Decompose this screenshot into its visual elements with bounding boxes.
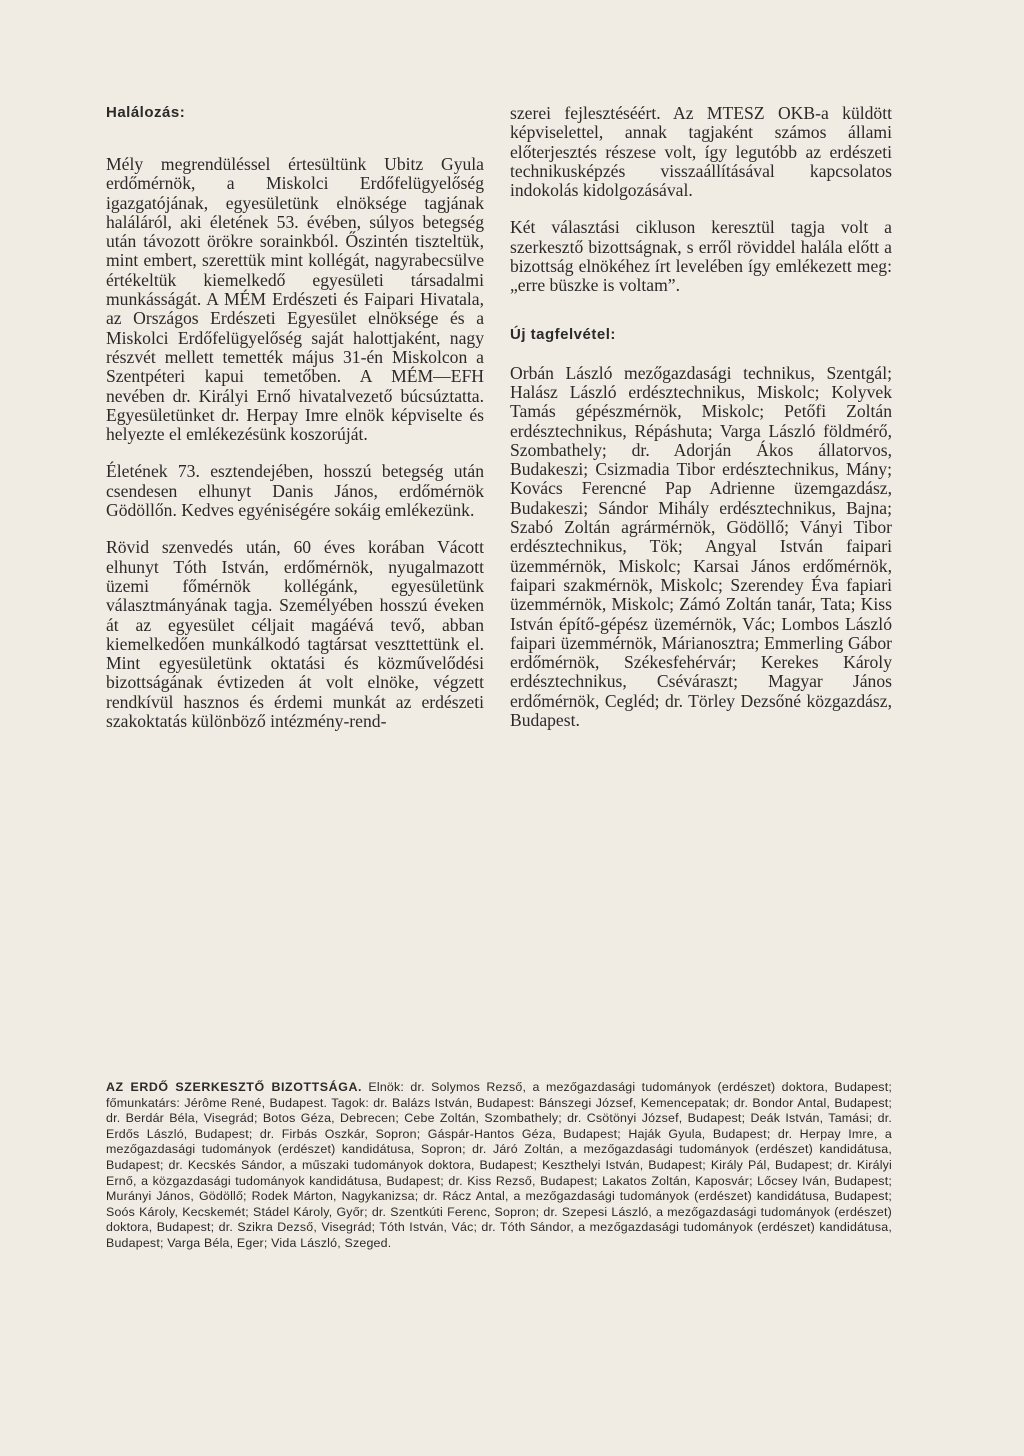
deaths-paragraph: Mély megrendüléssel értesültünk Ubitz Gyula erdőmérnök, a Miskolci Erdőfelügyelőség igazgatójának, egyesületünk elnöksége tagjának haláláról, aki életének 53. évében, súlyos betegség után távozott örökre sorainkból. Őszintén tiszteltük, mint embert, szerettük mint kollégát, nagyrabecsülve értékeltük kiemelkedő egyesületi társadalmi munkásságát. A MÉM Erdészeti és Faipari Hivatala, az Országos Erdészeti Egyesület elnöksége és a Miskolci Erdőfelügyelőség saját halottjaként, nagy részvét mellett temették május 31-én Miskolcon a Szentpéteri kapui temetőben. A MÉM—EFH nevében dr. Királyi Ernő hivatalvezető búcsúztatta. Egyesületünket dr. Herpay Imre elnök képviselte és helyezte el emlékezésünk koszorúját. [106, 154, 484, 445]
new-members-list: Orbán László mezőgazdasági technikus, Szentgál; Halász László erdésztechnikus, Miskolc; Kolyvek Tamás gépészmérnök, Miskolc; Petőfi Zoltán erdésztechnikus, Répáshuta; Varga László földmérő, Szombathely; dr. Adorján Ákos állatorvos, Budakeszi; Csizmadia Tibor erdésztechnikus, Mány; Kovács Ferencné Pap Adrienne üzemgazdász, Budakeszi; Sándor Mihály erdésztechnikus, Bajna; Szabó Zoltán agrármérnök, Gödöllő; Ványi Tibor erdésztechnikus, Tök; Angyal István faipari üzemmérnök, Miskolc; Karsai János erdőmérnök, faipari szakmérnök, Miskolc; Szerendey Éva fapiari üzemmérnök, Miskolc; Zámó Zoltán tanár, Tata; Kiss István építő-gépész üzemérnök, Vác; Lombos László faipari üzemmérnök, Márianosztra; Emmerling Gábor erdőmérnök, Székesfehérvár; Kerekes Károly erdésztechnikus, Cséváraszt; Magyar János erdőmérnök, Cegléd; dr. Törley Dezsőné közgazdász, Budapest. [510, 362, 892, 731]
editorial-board-members: Elnök: dr. Solymos Rezső, a mezőgazdasági tudományok (erdészet) doktora, Budapest; főmunkatárs: Jérôme René, Budapest. Tagok: dr. Balázs István, Budapest: Bánszegi József, Kemencepatak; dr. Bondor Antal, Budapest; dr. Berdár Béla, Visegrád; Botos Géza, Debrecen; Cebe Zoltán, Szombathely; dr. Csötönyi József, Budapest; Deák István, Tamási; dr. Erdős László, Budapest; dr. Firbás Oszkár, Sopron; Gáspár-Hantos Géza, Budapest; Haják Gyula, Budapest; dr. Herpay Imre, a mezőgazdasági tudományok (erdészet) kandidátusa, Sopron; dr. Járó Zoltán, a mezőgazdasági tudományok (erdészet) kandidátusa, Budapest; dr. Kecskés Sándor, a műszaki tudományok doktora, Budapest; Keszthelyi István, Budapest; Király Pál, Budapest; dr. Királyi Ernő, a közgazdasági tudományok kandidátusa, Budapest; dr. Kiss Rezső, Budapest; Lakatos Zoltán, Kaposvár; Lőcsey Iván, Budapest; Murányi János, Gödöllő; Rodek Márton, Nagykanizsa; dr. Rácz Antal, a mezőgazdasági tudományok (erdészet) kandidátusa, Budapest; Soós Károly, Kecskemét; Stádel Károly, Győr; dr. Szentkúti Ferenc, Sopron; dr. Szepesi László, a mezőgazdasági tudományok (erdészet) doktora, Budapest; dr. Szikra Dezső, Visegrád; Tóth István, Vác; dr. Tóth Sándor, a mezőgazdasági tudományok (erdészet) kandidátusa, Budapest; Varga Béla, Eger; Vida László, Szeged. [106, 1080, 892, 1250]
left-column [106, 104, 484, 749]
deaths-continuation: szerei fejlesztéséért. Az MTESZ OKB-a küldött képviselettel, annak tagjaként számos állami előterjesztés részese volt, így legutóbb az erdészeti technikusképzés visszaállításával kapcsolatos indokolás kidolgozásával. [510, 103, 892, 201]
deaths-continuation: Két választási cikluson keresztül tagja volt a szerkesztő bizottságnak, s erről röviddel halála előtt a bizottság elnökéhez írt levelében így emlékezett meg: „erre büszke is voltam”. [510, 217, 892, 296]
right-column [510, 104, 892, 748]
editorial-board-title: AZ ERDŐ SZERKESZTŐ BIZOTTSÁGA. [106, 1080, 363, 1094]
editorial-board [106, 1080, 892, 1252]
new-members-heading: Új tagfelvétel: [510, 325, 616, 343]
deaths-paragraph: Rövid szenvedés után, 60 éves korában Vácott elhunyt Tóth István, erdőmérnök, nyugalmazott üzemi főmérnök kollégánk, egyesületünk választmányának tagja. Személyében hosszú éveken át az egyesület céljait magáévá tevő, abban kiemelkedően munkálkodó tagtársat veszttettünk el. Mint egyesületünk oktatási és közművelődési bizottságának évtizeden át volt elnöke, végzett rendkívül hasznos és érdemi munkát az erdészeti szakoktatás különböző intézmény-rend- [106, 537, 484, 732]
deaths-heading: Halálozás: [106, 104, 186, 121]
deaths-paragraph: Életének 73. esztendejében, hosszú betegség után csendesen elhunyt Danis János, erdőmérnök Gödöllőn. Kedves egyéniségére sokáig emlékezünk. [106, 461, 484, 521]
